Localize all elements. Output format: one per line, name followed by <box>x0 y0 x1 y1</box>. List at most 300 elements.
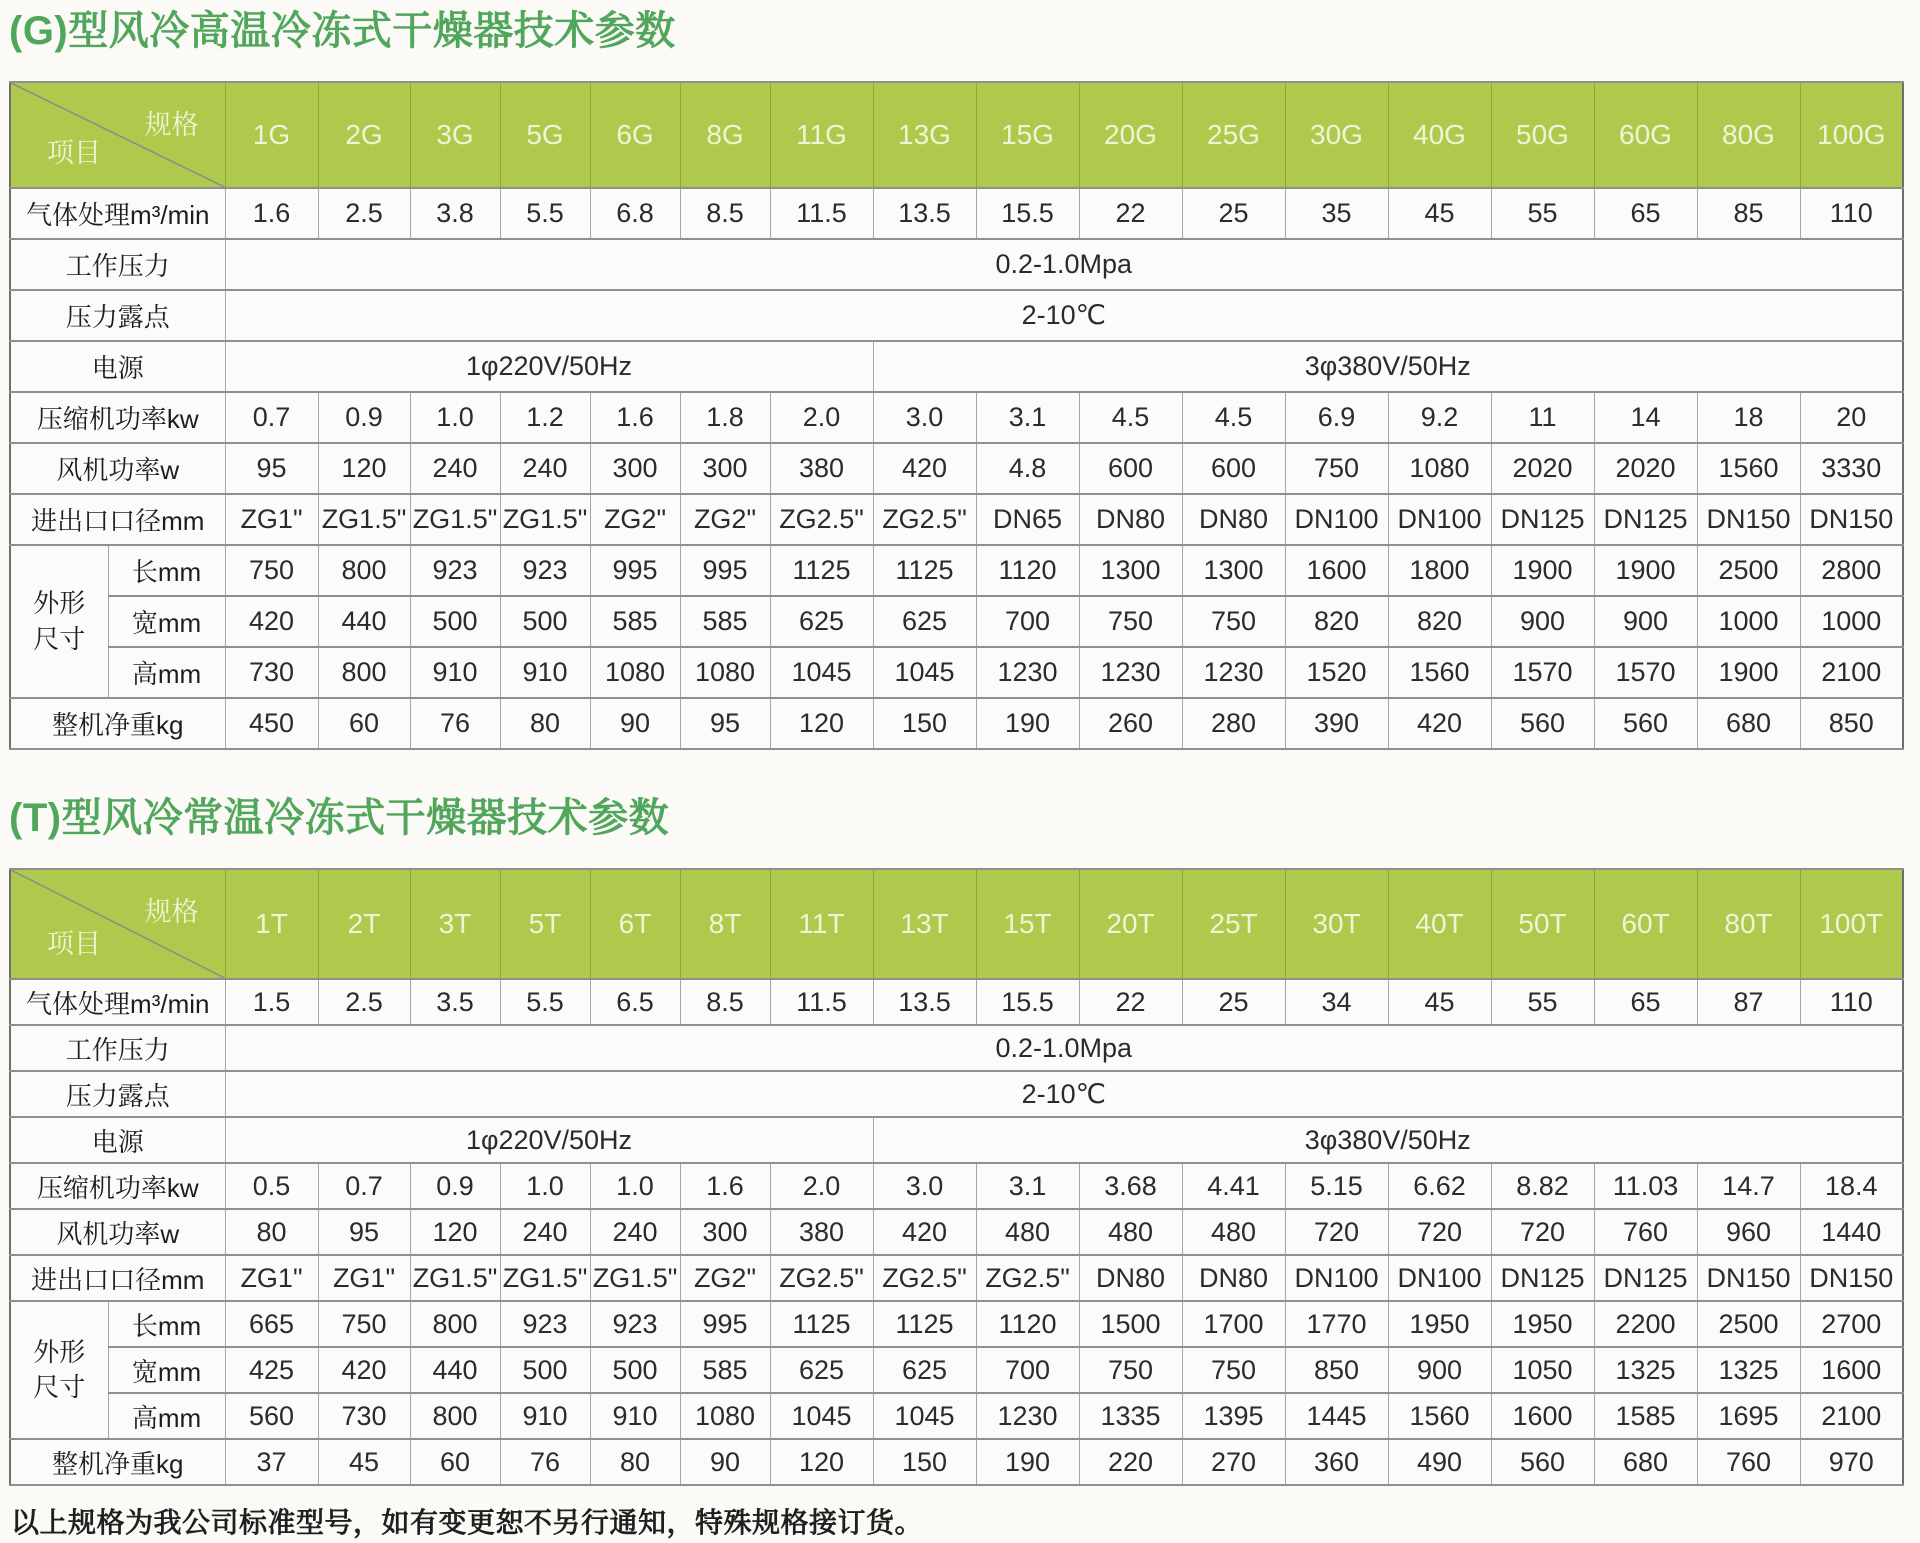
model-column-header: 3T <box>410 869 500 979</box>
model-column-header: 3G <box>410 82 500 188</box>
model-column-header: 13G <box>873 82 976 188</box>
value-cell: 0.7 <box>318 1163 410 1209</box>
value-cell: 1.8 <box>680 392 770 443</box>
value-cell: 190 <box>976 698 1079 749</box>
value-cell: 500 <box>590 1347 680 1393</box>
dimension-group-label: 外形尺寸 <box>10 545 108 698</box>
value-cell: 600 <box>1182 443 1285 494</box>
value-cell: 1125 <box>873 1301 976 1347</box>
value-cell: 760 <box>1697 1439 1800 1485</box>
model-column-header: 50G <box>1491 82 1594 188</box>
value-cell: 0.9 <box>318 392 410 443</box>
table-row <box>10 1255 1903 1301</box>
value-cell: 45 <box>1388 188 1491 239</box>
corner-cell <box>10 82 225 188</box>
value-cell: 800 <box>318 647 410 698</box>
value-cell: ZG1.5" <box>500 1255 590 1301</box>
value-cell: 260 <box>1079 698 1182 749</box>
value-cell: 13.5 <box>873 979 976 1025</box>
value-cell: 0.5 <box>225 1163 318 1209</box>
value-cell: 1950 <box>1388 1301 1491 1347</box>
value-cell: 1770 <box>1285 1301 1388 1347</box>
value-cell: 18.4 <box>1800 1163 1903 1209</box>
value-cell: 240 <box>500 443 590 494</box>
value-cell: 1335 <box>1079 1393 1182 1439</box>
value-cell: 90 <box>590 698 680 749</box>
corner-spec-label: 规格 <box>144 110 199 140</box>
value-cell: 60 <box>318 698 410 749</box>
value-cell: 500 <box>410 596 500 647</box>
value-cell: 55 <box>1491 188 1594 239</box>
dimension-sub-label: 高mm <box>108 1393 225 1439</box>
value-cell: 300 <box>590 443 680 494</box>
value-cell: 3.0 <box>873 1163 976 1209</box>
value-cell: 2700 <box>1800 1301 1903 1347</box>
value-cell: 11.5 <box>770 188 873 239</box>
value-cell: 680 <box>1697 698 1800 749</box>
value-cell: 995 <box>680 1301 770 1347</box>
dimension-group-label: 外形尺寸 <box>10 1301 108 1439</box>
corner-item-label: 项目 <box>47 929 101 959</box>
value-cell: 15.5 <box>976 188 1079 239</box>
value-cell: 995 <box>680 545 770 596</box>
value-cell: 420 <box>873 1209 976 1255</box>
value-cell: 120 <box>318 443 410 494</box>
value-cell: 300 <box>680 443 770 494</box>
model-column-header: 6G <box>590 82 680 188</box>
model-column-header: 30G <box>1285 82 1388 188</box>
value-cell: DN150 <box>1800 1255 1903 1301</box>
value-cell: 95 <box>680 698 770 749</box>
table-row <box>10 647 1903 698</box>
model-column-header: 5T <box>500 869 590 979</box>
value-cell: ZG1.5" <box>500 494 590 545</box>
value-cell: DN80 <box>1079 1255 1182 1301</box>
value-cell: 625 <box>770 596 873 647</box>
model-column-header: 20G <box>1079 82 1182 188</box>
header-row <box>10 82 1903 188</box>
value-cell: ZG2.5" <box>770 494 873 545</box>
value-cell: 720 <box>1491 1209 1594 1255</box>
value-cell: 1520 <box>1285 647 1388 698</box>
model-column-header: 80T <box>1697 869 1800 979</box>
section-t-dryer <box>9 795 1910 1486</box>
value-cell: 190 <box>976 1439 1079 1485</box>
value-cell: 1900 <box>1697 647 1800 698</box>
value-cell: 910 <box>590 1393 680 1439</box>
value-cell: 1395 <box>1182 1393 1285 1439</box>
value-cell: ZG2" <box>680 494 770 545</box>
value-cell: 240 <box>590 1209 680 1255</box>
model-column-header: 100T <box>1800 869 1903 979</box>
value-cell: 760 <box>1594 1209 1697 1255</box>
value-cell: DN80 <box>1079 494 1182 545</box>
row-label: 风机功率w <box>10 443 225 494</box>
value-cell: 480 <box>1182 1209 1285 1255</box>
value-cell: 220 <box>1079 1439 1182 1485</box>
value-cell: 970 <box>1800 1439 1903 1485</box>
table-row <box>10 979 1903 1025</box>
value-cell: 2100 <box>1800 647 1903 698</box>
model-column-header: 1G <box>225 82 318 188</box>
value-cell: 1570 <box>1594 647 1697 698</box>
value-cell: 76 <box>500 1439 590 1485</box>
row-label: 进出口口径mm <box>10 1255 225 1301</box>
row-label: 压力露点 <box>10 1071 225 1117</box>
value-cell: 750 <box>1182 1347 1285 1393</box>
spec-table-t <box>9 868 1904 1486</box>
value-cell: 750 <box>318 1301 410 1347</box>
row-label: 气体处理m³/min <box>10 188 225 239</box>
value-cell: 45 <box>1388 979 1491 1025</box>
value-cell: 1600 <box>1285 545 1388 596</box>
model-column-header: 15G <box>976 82 1079 188</box>
value-cell: 55 <box>1491 979 1594 1025</box>
value-cell: 490 <box>1388 1439 1491 1485</box>
table-row <box>10 698 1903 749</box>
value-cell: 923 <box>500 545 590 596</box>
value-cell: 240 <box>500 1209 590 1255</box>
value-cell: 1700 <box>1182 1301 1285 1347</box>
value-cell: 1125 <box>873 545 976 596</box>
value-cell: 14 <box>1594 392 1697 443</box>
value-cell: 6.8 <box>590 188 680 239</box>
value-cell: 8.5 <box>680 188 770 239</box>
value-cell: ZG1.5" <box>410 1255 500 1301</box>
model-column-header: 40G <box>1388 82 1491 188</box>
value-cell: 45 <box>318 1439 410 1485</box>
model-column-header: 2G <box>318 82 410 188</box>
value-cell: 280 <box>1182 698 1285 749</box>
value-cell: 80 <box>590 1439 680 1485</box>
value-cell: 500 <box>500 596 590 647</box>
value-cell: 3.1 <box>976 1163 1079 1209</box>
value-cell: 1445 <box>1285 1393 1388 1439</box>
value-cell: 1585 <box>1594 1393 1697 1439</box>
value-cell: 11.03 <box>1594 1163 1697 1209</box>
model-column-header: 8G <box>680 82 770 188</box>
value-cell: ZG2.5" <box>873 1255 976 1301</box>
value-cell: 0.7 <box>225 392 318 443</box>
value-cell: 1230 <box>1079 647 1182 698</box>
value-cell: 80 <box>225 1209 318 1255</box>
value-cell: 1080 <box>680 647 770 698</box>
value-cell: 5.5 <box>500 188 590 239</box>
value-cell: 2500 <box>1697 1301 1800 1347</box>
value-cell: DN150 <box>1697 1255 1800 1301</box>
value-cell: 8.5 <box>680 979 770 1025</box>
value-cell: DN125 <box>1594 1255 1697 1301</box>
row-label: 工作压力 <box>10 239 225 290</box>
value-cell: 87 <box>1697 979 1800 1025</box>
value-cell: 1300 <box>1182 545 1285 596</box>
value-cell: 923 <box>410 545 500 596</box>
dimension-sub-label: 长mm <box>108 545 225 596</box>
value-cell: ZG2.5" <box>873 494 976 545</box>
row-label: 压缩机功率kw <box>10 392 225 443</box>
span-value-cell: 0.2-1.0Mpa <box>225 1025 1903 1071</box>
value-cell: 120 <box>410 1209 500 1255</box>
value-cell: 80 <box>500 698 590 749</box>
value-cell: 4.41 <box>1182 1163 1285 1209</box>
value-cell: 900 <box>1594 596 1697 647</box>
footer-note: 以上规格为我公司标准型号，如有变更恕不另行通知，特殊规格接订货。 <box>11 1507 924 1538</box>
value-cell: ZG1.5" <box>410 494 500 545</box>
value-cell: 6.9 <box>1285 392 1388 443</box>
value-cell: 625 <box>873 1347 976 1393</box>
value-cell: 910 <box>500 1393 590 1439</box>
row-label: 压力露点 <box>10 290 225 341</box>
value-cell: 1.0 <box>590 1163 680 1209</box>
row-label: 进出口口径mm <box>10 494 225 545</box>
value-cell: 585 <box>590 596 680 647</box>
row-label: 整机净重kg <box>10 698 225 749</box>
value-cell: 923 <box>590 1301 680 1347</box>
value-cell: 5.5 <box>500 979 590 1025</box>
value-cell: 600 <box>1079 443 1182 494</box>
table-row <box>10 494 1903 545</box>
spec-table-g <box>9 81 1904 750</box>
value-cell: 95 <box>225 443 318 494</box>
model-column-header: 1T <box>225 869 318 979</box>
model-column-header: 80G <box>1697 82 1800 188</box>
value-cell: 750 <box>1285 443 1388 494</box>
model-column-header: 30T <box>1285 869 1388 979</box>
value-cell: 6.62 <box>1388 1163 1491 1209</box>
value-cell: 13.5 <box>873 188 976 239</box>
dimension-sub-label: 宽mm <box>108 596 225 647</box>
value-cell: 425 <box>225 1347 318 1393</box>
value-cell: 1560 <box>1388 1393 1491 1439</box>
value-cell: 1125 <box>770 1301 873 1347</box>
value-cell: 2.5 <box>318 188 410 239</box>
value-cell: 1230 <box>1182 647 1285 698</box>
corner-cell <box>10 869 225 979</box>
value-cell: 1000 <box>1800 596 1903 647</box>
value-cell: 1045 <box>873 647 976 698</box>
value-cell: 730 <box>225 647 318 698</box>
value-cell: 665 <box>225 1301 318 1347</box>
value-cell: 1.6 <box>590 392 680 443</box>
value-cell: DN125 <box>1491 1255 1594 1301</box>
model-column-header: 8T <box>680 869 770 979</box>
value-cell: 480 <box>1079 1209 1182 1255</box>
value-cell: 240 <box>410 443 500 494</box>
value-cell: 300 <box>680 1209 770 1255</box>
model-column-header: 13T <box>873 869 976 979</box>
value-cell: 420 <box>318 1347 410 1393</box>
value-cell: 4.5 <box>1079 392 1182 443</box>
value-cell: 800 <box>410 1393 500 1439</box>
value-cell: 2.5 <box>318 979 410 1025</box>
value-cell: 1560 <box>1388 647 1491 698</box>
value-cell: 1045 <box>770 647 873 698</box>
model-column-header: 40T <box>1388 869 1491 979</box>
value-cell: 34 <box>1285 979 1388 1025</box>
value-cell: ZG1" <box>225 494 318 545</box>
value-cell: 750 <box>1182 596 1285 647</box>
value-cell: 20 <box>1800 392 1903 443</box>
value-cell: 560 <box>225 1393 318 1439</box>
value-cell: 110 <box>1800 979 1903 1025</box>
power-supply-right-cell: 3φ380V/50Hz <box>873 1117 1903 1163</box>
value-cell: 625 <box>873 596 976 647</box>
value-cell: DN100 <box>1285 494 1388 545</box>
value-cell: 5.15 <box>1285 1163 1388 1209</box>
section-g-dryer <box>9 8 1910 750</box>
value-cell: 65 <box>1594 188 1697 239</box>
value-cell: 450 <box>225 698 318 749</box>
value-cell: 4.5 <box>1182 392 1285 443</box>
value-cell: 900 <box>1388 1347 1491 1393</box>
value-cell: 1600 <box>1491 1393 1594 1439</box>
value-cell: 960 <box>1697 1209 1800 1255</box>
span-value-cell: 2-10℃ <box>225 1071 1903 1117</box>
value-cell: 390 <box>1285 698 1388 749</box>
value-cell: 850 <box>1800 698 1903 749</box>
value-cell: 6.5 <box>590 979 680 1025</box>
row-label: 风机功率w <box>10 1209 225 1255</box>
value-cell: DN80 <box>1182 494 1285 545</box>
value-cell: 1045 <box>770 1393 873 1439</box>
value-cell: 380 <box>770 1209 873 1255</box>
corner-spec-label: 规格 <box>144 897 199 927</box>
row-label: 工作压力 <box>10 1025 225 1071</box>
value-cell: 22 <box>1079 979 1182 1025</box>
table-row <box>10 341 1903 392</box>
value-cell: 480 <box>976 1209 1079 1255</box>
value-cell: 380 <box>770 443 873 494</box>
value-cell: 720 <box>1388 1209 1491 1255</box>
value-cell: DN125 <box>1594 494 1697 545</box>
table-row <box>10 1117 1903 1163</box>
value-cell: 2020 <box>1594 443 1697 494</box>
model-column-header: 60G <box>1594 82 1697 188</box>
value-cell: 1120 <box>976 1301 1079 1347</box>
value-cell: 2100 <box>1800 1393 1903 1439</box>
value-cell: 85 <box>1697 188 1800 239</box>
value-cell: 110 <box>1800 188 1903 239</box>
power-supply-left-cell: 1φ220V/50Hz <box>225 341 873 392</box>
value-cell: 750 <box>1079 1347 1182 1393</box>
value-cell: 1125 <box>770 545 873 596</box>
model-column-header: 6T <box>590 869 680 979</box>
value-cell: ZG2.5" <box>770 1255 873 1301</box>
value-cell: 1120 <box>976 545 1079 596</box>
span-value-cell: 2-10℃ <box>225 290 1903 341</box>
value-cell: 1.6 <box>680 1163 770 1209</box>
model-column-header: 25T <box>1182 869 1285 979</box>
value-cell: 1.0 <box>500 1163 590 1209</box>
value-cell: 625 <box>770 1347 873 1393</box>
value-cell: DN65 <box>976 494 1079 545</box>
table-row <box>10 188 1903 239</box>
table-row <box>10 1071 1903 1117</box>
model-column-header: 5G <box>500 82 590 188</box>
row-label: 电源 <box>10 341 225 392</box>
value-cell: 22 <box>1079 188 1182 239</box>
value-cell: 15.5 <box>976 979 1079 1025</box>
value-cell: 995 <box>590 545 680 596</box>
value-cell: 3.5 <box>410 979 500 1025</box>
value-cell: 1.0 <box>410 392 500 443</box>
value-cell: 1045 <box>873 1393 976 1439</box>
value-cell: 2200 <box>1594 1301 1697 1347</box>
value-cell: 150 <box>873 1439 976 1485</box>
dimension-sub-label: 宽mm <box>108 1347 225 1393</box>
value-cell: 37 <box>225 1439 318 1485</box>
table-row <box>10 290 1903 341</box>
value-cell: ZG1.5" <box>318 494 410 545</box>
value-cell: ZG1" <box>225 1255 318 1301</box>
value-cell: 120 <box>770 698 873 749</box>
value-cell: 2020 <box>1491 443 1594 494</box>
value-cell: 0.9 <box>410 1163 500 1209</box>
value-cell: 1050 <box>1491 1347 1594 1393</box>
value-cell: 1560 <box>1697 443 1800 494</box>
value-cell: 750 <box>225 545 318 596</box>
value-cell: DN100 <box>1285 1255 1388 1301</box>
row-label: 电源 <box>10 1117 225 1163</box>
value-cell: 1080 <box>590 647 680 698</box>
value-cell: 65 <box>1594 979 1697 1025</box>
value-cell: 3.0 <box>873 392 976 443</box>
value-cell: 800 <box>410 1301 500 1347</box>
model-column-header: 50T <box>1491 869 1594 979</box>
value-cell: 440 <box>318 596 410 647</box>
value-cell: 420 <box>1388 698 1491 749</box>
value-cell: 1440 <box>1800 1209 1903 1255</box>
value-cell: 1300 <box>1079 545 1182 596</box>
table-row <box>10 239 1903 290</box>
value-cell: 720 <box>1285 1209 1388 1255</box>
row-label: 气体处理m³/min <box>10 979 225 1025</box>
value-cell: 1600 <box>1800 1347 1903 1393</box>
value-cell: 2.0 <box>770 1163 873 1209</box>
value-cell: 1000 <box>1697 596 1800 647</box>
section-g-title: (G)型风冷高温冷冻式干燥器技术参数 <box>9 9 676 53</box>
value-cell: 360 <box>1285 1439 1388 1485</box>
value-cell: 1500 <box>1079 1301 1182 1347</box>
value-cell: 910 <box>500 647 590 698</box>
value-cell: 560 <box>1594 698 1697 749</box>
dimension-sub-label: 长mm <box>108 1301 225 1347</box>
value-cell: DN100 <box>1388 1255 1491 1301</box>
value-cell: 3.8 <box>410 188 500 239</box>
model-column-header: 11G <box>770 82 873 188</box>
power-supply-right-cell: 3φ380V/50Hz <box>873 341 1903 392</box>
value-cell: 76 <box>410 698 500 749</box>
value-cell: 1325 <box>1697 1347 1800 1393</box>
value-cell: 2800 <box>1800 545 1903 596</box>
model-column-header: 25G <box>1182 82 1285 188</box>
table-row <box>10 1393 1903 1439</box>
value-cell: 90 <box>680 1439 770 1485</box>
value-cell: 25 <box>1182 979 1285 1025</box>
value-cell: ZG1.5" <box>590 1255 680 1301</box>
section-t-title: (T)型风冷常温冷冻式干燥器技术参数 <box>9 796 670 840</box>
value-cell: 1900 <box>1491 545 1594 596</box>
model-column-header: 100G <box>1800 82 1903 188</box>
value-cell: 11 <box>1491 392 1594 443</box>
value-cell: ZG2.5" <box>976 1255 1079 1301</box>
model-column-header: 20T <box>1079 869 1182 979</box>
value-cell: 18 <box>1697 392 1800 443</box>
value-cell: 1.2 <box>500 392 590 443</box>
value-cell: DN150 <box>1697 494 1800 545</box>
value-cell: 1695 <box>1697 1393 1800 1439</box>
value-cell: 3.68 <box>1079 1163 1182 1209</box>
